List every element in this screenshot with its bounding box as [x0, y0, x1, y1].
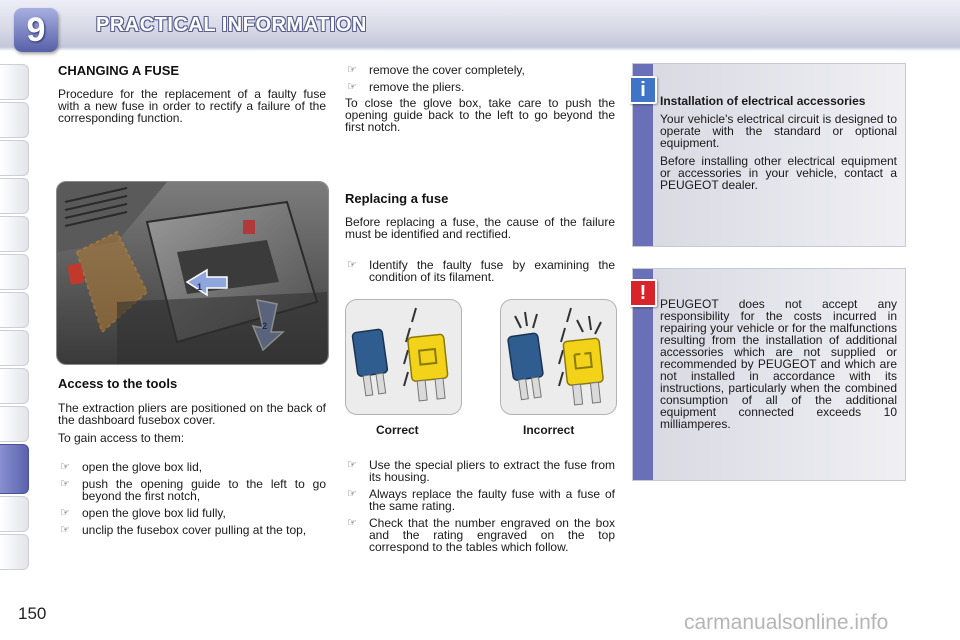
pointing-hand-icon: ☞	[60, 524, 70, 536]
photo-label-1: 1	[197, 282, 203, 292]
pointing-hand-icon: ☞	[60, 478, 70, 490]
warning-box-content	[660, 298, 897, 436]
pointing-hand-icon: ☞	[347, 488, 357, 500]
info-box	[632, 63, 906, 247]
info-box-title: Installation of electrical accessories	[660, 94, 866, 108]
pointing-hand-icon: ☞	[347, 81, 357, 93]
list-item: ☞ open the glove box lid fully,	[60, 506, 226, 520]
page-title: PRACTICAL INFORMATION	[96, 14, 367, 36]
cover-steps-list	[345, 64, 615, 98]
list-item: ☞ unclip the fusebox cover pulling at the top,	[60, 523, 307, 537]
replace-steps-list	[345, 259, 615, 288]
replace-text: Before replacing a fuse, the cause of the failure must be identified and rectified.	[345, 215, 615, 241]
close-text: To close the glove box, take care to push the opening guide back to the left to go beyond the first notch.	[345, 96, 615, 134]
chapter-number: 9	[26, 11, 46, 49]
chapter-tab[interactable]	[0, 178, 29, 214]
section-heading-replacing-fuse: Replacing a fuse	[345, 191, 449, 206]
pointing-hand-icon: ☞	[347, 64, 357, 76]
fuse-correct-label: Correct	[376, 423, 419, 437]
replace-paragraph	[345, 216, 615, 246]
page-number: 150	[18, 604, 47, 623]
fuse-incorrect-panel	[500, 299, 617, 415]
fuse-correct-panel	[345, 299, 462, 415]
info-icon: i	[629, 76, 657, 104]
chapter-tab-active[interactable]	[0, 444, 29, 494]
chapter-tab[interactable]	[0, 368, 29, 404]
section-heading-changing-fuse: CHANGING A FUSE	[58, 63, 180, 78]
access-lead: To gain access to them:	[58, 431, 185, 445]
list-item: ☞ push the opening guide to the left to go beyond the first notch,	[60, 477, 326, 503]
intro-text: Procedure for the replacement of a faulty fuse with a new fuse in order to rectify a failure of the corresponding function.	[58, 87, 326, 125]
list-item: ☞ remove the cover completely,	[347, 63, 525, 77]
pointing-hand-icon: ☞	[60, 507, 70, 519]
list-item: ☞ remove the pliers.	[347, 80, 465, 94]
fuse-steps-list	[345, 459, 615, 558]
pointing-hand-icon: ☞	[347, 259, 357, 271]
list-item: ☞ Use the special pliers to extract the fuse from its housing.	[347, 458, 615, 484]
access-text: The extraction pliers are positioned on the back of the dashboard fusebox cover.	[58, 401, 326, 427]
pointing-hand-icon: ☞	[60, 461, 70, 473]
fuse-correct-illustration	[346, 300, 461, 414]
info-box-content	[660, 95, 897, 197]
list-item: ☞ open the glove box lid,	[60, 460, 203, 474]
chapter-tabs	[0, 64, 30, 574]
list-item: ☞ Always replace the faulty fuse with a fuse of the same rating.	[347, 487, 615, 513]
warning-icon: !	[629, 279, 657, 307]
chapter-tab[interactable]	[0, 406, 29, 442]
pointing-hand-icon: ☞	[347, 517, 357, 529]
list-item: ☞ Identify the faulty fuse by examining the condition of its filament.	[347, 258, 615, 284]
warning-text: PEUGEOT does not accept any responsibility for the costs incurred in repairing your vehicle or for the malfunctions resulting from the installation of additional accessories which are not supplied or recommended by PEUGEOT and which are not installed in accordance with its instructions, particularly when the combined consumption of all of the additional equipment connected exceeds 10 milliamperes.	[660, 297, 897, 431]
list-item: ☞ Check that the number engraved on the box and the rating engraved on the top correspond to the tables which follow.	[347, 516, 615, 554]
chapter-tab[interactable]	[0, 292, 29, 328]
warning-box	[632, 268, 906, 481]
chapter-tab[interactable]	[0, 330, 29, 366]
section-heading-access-tools: Access to the tools	[58, 376, 178, 391]
intro-paragraph	[58, 88, 326, 130]
chapter-tab[interactable]	[0, 496, 29, 532]
glovebox-illustration	[57, 182, 328, 364]
chapter-tab[interactable]	[0, 216, 29, 252]
chapter-tab[interactable]	[0, 254, 29, 290]
photo-label-2: 2	[262, 321, 268, 331]
pointing-hand-icon: ☞	[347, 459, 357, 471]
close-paragraph	[345, 97, 615, 139]
chapter-tab[interactable]	[0, 64, 29, 100]
chapter-tab[interactable]	[0, 140, 29, 176]
chapter-tab[interactable]	[0, 534, 29, 570]
info-box-para-2: Before installing other electrical equipment or accessories in your vehicle, contact a PEUGEOT dealer.	[660, 154, 897, 192]
chapter-tab[interactable]	[0, 102, 29, 138]
chapter-badge	[14, 8, 58, 52]
access-steps-list	[58, 461, 326, 541]
access-paragraph	[58, 402, 326, 450]
glovebox-photo	[56, 181, 329, 365]
header-divider	[0, 47, 960, 51]
fuse-incorrect-illustration	[501, 300, 616, 414]
fuse-incorrect-label: Incorrect	[523, 423, 575, 437]
watermark: carmanualsonline.info	[684, 611, 889, 634]
info-box-para-1: Your vehicle's electrical circuit is designed to operate with the standard or optional equipment.	[660, 112, 897, 150]
